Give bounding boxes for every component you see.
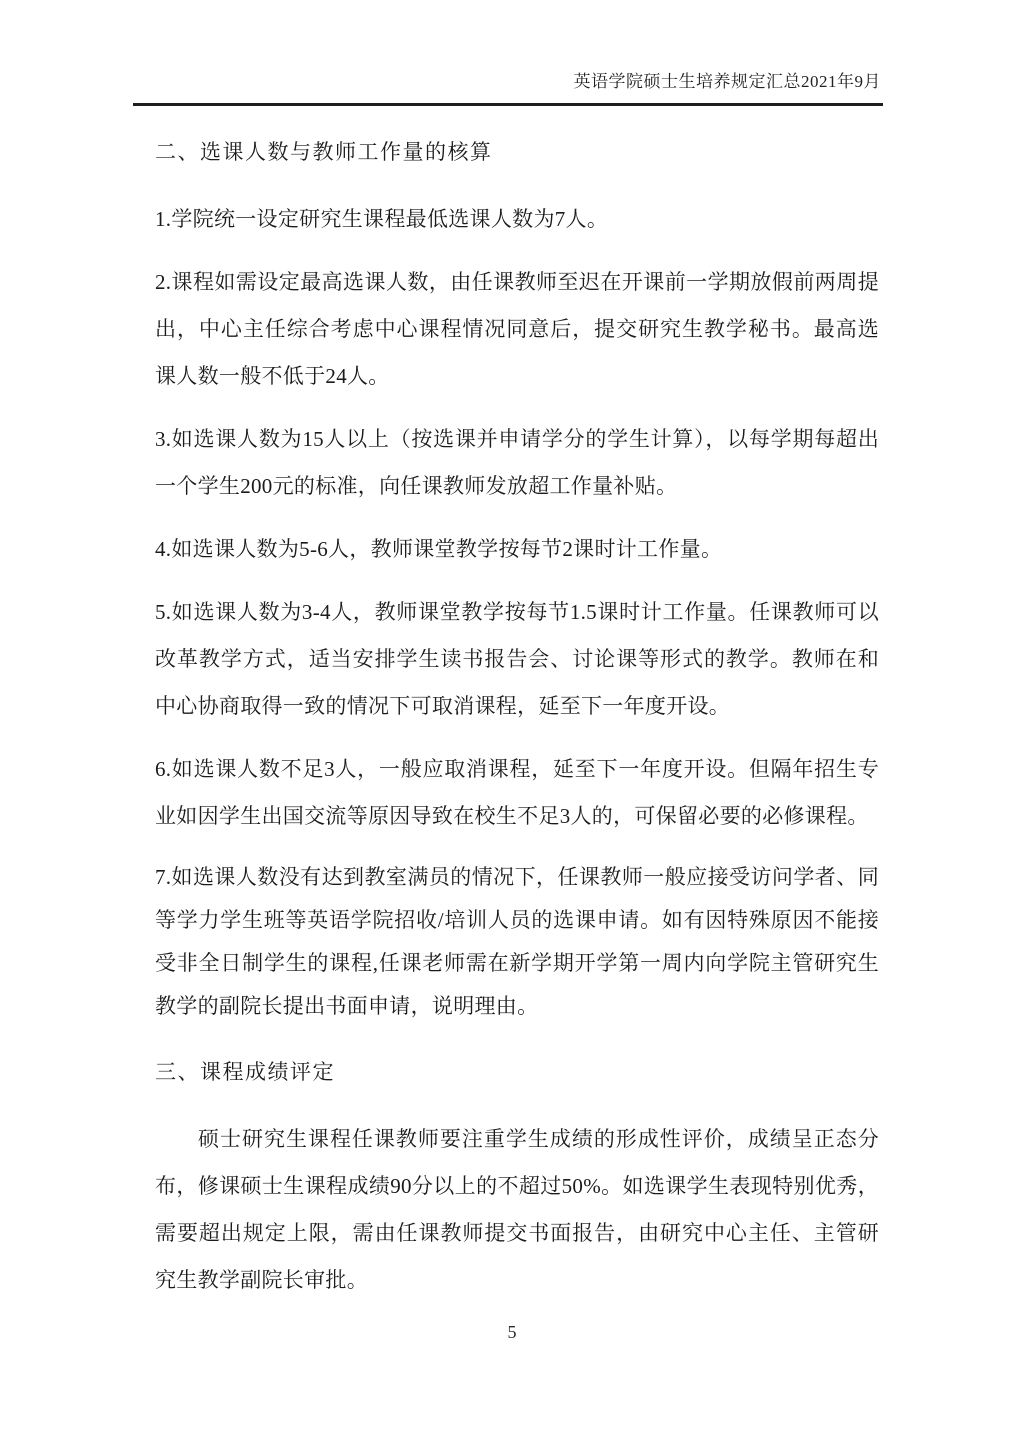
running-header: 英语学院硕士生培养规定汇总2021年9月 <box>573 72 881 91</box>
paragraph-rule-6: 6.如选课人数不足3人，一般应取消课程，延至下一年度开设。但隔年招生专业如因学生出国交流等原因导致在校生不足3人的，可保留必要的必修课程。 <box>155 757 879 828</box>
page-number: 5 <box>507 1322 517 1342</box>
section-heading-course-selection-workload: 二、选课人数与教师工作量的核算 <box>155 140 493 164</box>
paragraph-rule-1: 1.学院统一设定研究生课程最低选课人数为7人。 <box>155 207 609 231</box>
paragraph-rule-4: 4.如选课人数为5-6人，教师课堂教学按每节2课时计工作量。 <box>155 537 723 561</box>
section-heading-grade-evaluation: 三、课程成绩评定 <box>155 1060 335 1084</box>
document-content <box>155 128 879 1320</box>
paragraph-grade-evaluation: 硕士研究生课程任课教师要注重学生成绩的形成性评价，成绩呈正态分布，修课硕士生课程成绩90分以上的不超过50%。如选课学生表现特别优秀，需要超出规定上限，需由任课教师提交书面报告，由研究中心主任、主管研究生教学副院长审批。 <box>155 1127 879 1292</box>
header-divider <box>133 103 883 106</box>
paragraph-rule-7: 7.如选课人数没有达到教室满员的情况下，任课教师一般应接受访问学者、同等学力学生班等英语学院招收/培训人员的选课申请。如有因特殊原因不能接受非全日制学生的课程,任课老师需在新学期开学第一周内向学院主管研究生教学的副院长提出书面申请，说明理由。 <box>155 865 879 1018</box>
paragraph-rule-2: 2.课程如需设定最高选课人数，由任课教师至迟在开课前一学期放假前两周提出，中心主任综合考虑中心课程情况同意后，提交研究生教学秘书。最高选课人数一般不低于24人。 <box>155 270 879 388</box>
paragraph-rule-3: 3.如选课人数为15人以上（按选课并申请学分的学生计算），以每学期每超出一个学生200元的标准，向任课教师发放超工作量补贴。 <box>155 427 879 498</box>
paragraph-rule-5: 5.如选课人数为3-4人，教师课堂教学按每节1.5课时计工作量。任课教师可以改革教学方式，适当安排学生读书报告会、讨论课等形式的教学。教师在和中心协商取得一致的情况下可取消课程，延至下一年度开设。 <box>155 600 879 718</box>
